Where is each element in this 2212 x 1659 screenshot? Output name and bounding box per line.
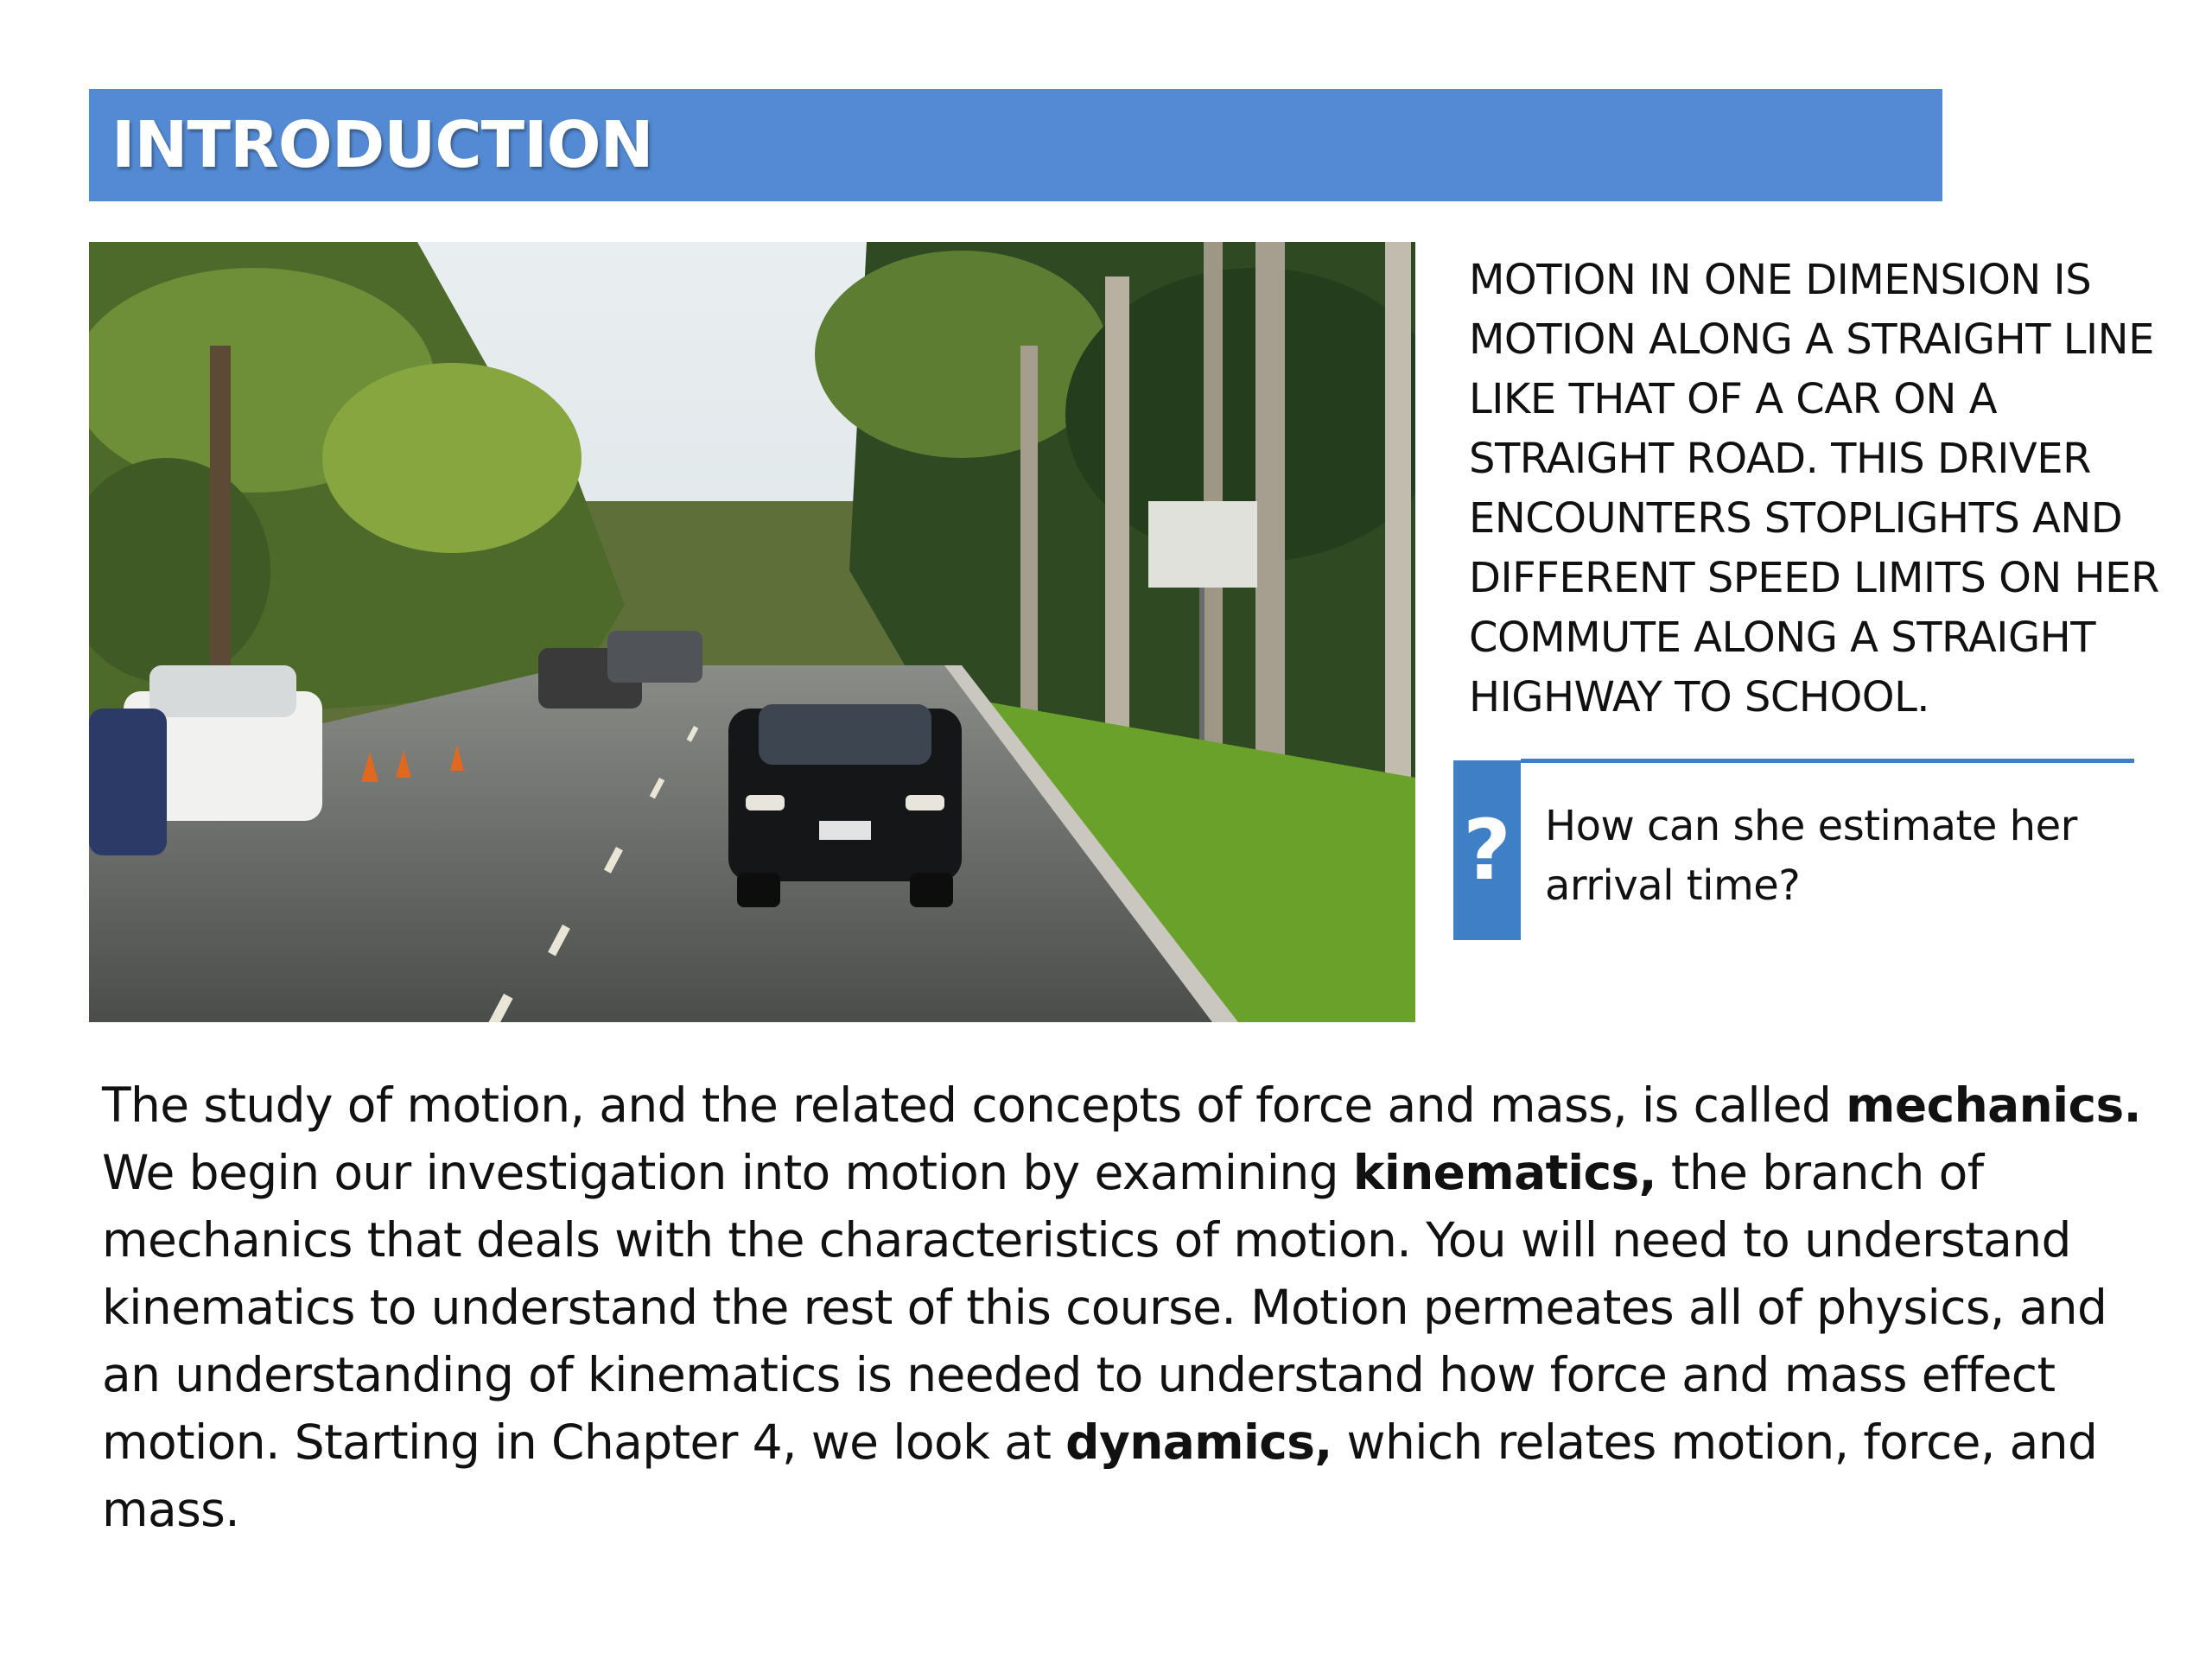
body-text-part: We begin our investigation into motion by examining	[102, 1145, 1353, 1200]
question-mark-icon: ?	[1453, 760, 1521, 940]
question-line: arrival time?	[1545, 861, 1801, 910]
body-text-part: which relates motion, force, and mass.	[102, 1414, 2098, 1537]
description-line: ENCOUNTERS STOPLIGHTS AND	[1469, 494, 2123, 543]
description-line: COMMUTE ALONG A STRAIGHT	[1469, 613, 2096, 662]
question-text	[1545, 797, 2115, 916]
body-paragraph	[102, 1071, 2176, 1543]
term-kinematics: kinematics,	[1352, 1145, 1656, 1200]
term-mechanics: mechanics.	[1846, 1077, 2141, 1133]
question-line: How can she estimate her	[1545, 802, 2077, 850]
description-line: LIKE THAT OF A CAR ON A	[1469, 375, 1998, 423]
description-text	[1469, 251, 2177, 728]
body-text-part: the branch of mechanics that deals with the characteristics of motion. You will need to understand kinematics to understand the rest of this course. Motion permeates all of physics, and an understanding of kinematics is needed to understand how force and mass effect motion. Starting in Chapter 4, we look at	[102, 1145, 2107, 1470]
description-line: STRAIGHT ROAD. THIS DRIVER	[1469, 435, 2091, 483]
car-on-road-photo	[89, 242, 1415, 1022]
description-line: DIFFERENT SPEED LIMITS ON HER	[1469, 554, 2159, 602]
description-line: HIGHWAY TO SCHOOL.	[1469, 673, 1930, 721]
title-bar	[89, 89, 1942, 201]
question-callout	[1453, 759, 2134, 940]
description-line: MOTION ALONG A STRAIGHT LINE	[1469, 315, 2154, 364]
term-dynamics: dynamics,	[1065, 1414, 1332, 1470]
description-line: MOTION IN ONE DIMENSION IS	[1469, 256, 2092, 304]
slide-title: INTRODUCTION	[111, 108, 653, 182]
body-text-part: The study of motion, and the related concepts of force and mass, is called	[102, 1077, 1847, 1133]
road-illustration	[89, 242, 1415, 1022]
callout-divider	[1521, 759, 2134, 763]
